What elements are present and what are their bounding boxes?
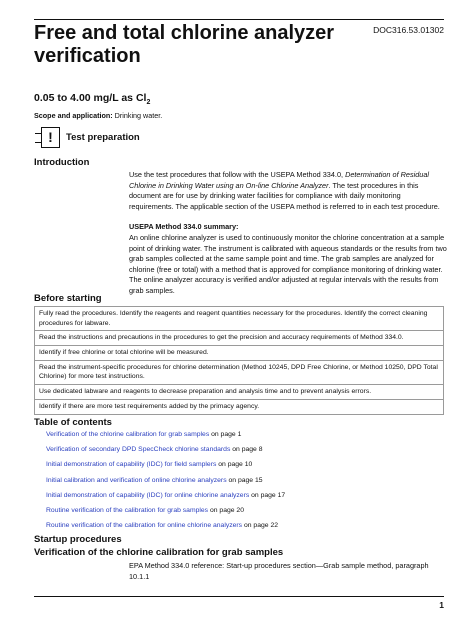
- table-row: [35, 307, 444, 331]
- toc-item: [46, 477, 285, 492]
- toc-page: on page 10: [216, 461, 253, 469]
- toc-item: [46, 431, 285, 446]
- table-row: [35, 345, 444, 360]
- table-of-contents: [46, 431, 285, 537]
- scope-line: [34, 111, 162, 120]
- toc-item: [46, 446, 285, 461]
- toc-page: on page 17: [249, 491, 286, 499]
- toc-link[interactable]: Routine verification of the calibration for online chlorine analyzers: [46, 522, 243, 530]
- introduction-heading: Introduction: [34, 157, 90, 168]
- intro-text-a: Use the test procedures that follow with the USEPA Method 334.0,: [129, 170, 346, 179]
- toc-item: [46, 492, 285, 507]
- scope-text: Drinking water.: [112, 111, 163, 120]
- toc-link[interactable]: Initial demonstration of capability (IDC) for field samplers: [46, 461, 217, 469]
- page-title: Free and total chlorine analyzer verification: [34, 22, 335, 67]
- range-text: 0.05 to 4.00 mg/L as Cl: [34, 92, 147, 104]
- startup-procedures-heading: Startup procedures: [34, 534, 122, 545]
- bottom-rule: [34, 596, 444, 597]
- toc-link[interactable]: Verification of the chlorine calibration for grab samples: [46, 431, 210, 438]
- toc-page: on page 20: [208, 506, 244, 514]
- toc-link[interactable]: Initial demonstration of capability (IDC) for online chlorine analyzers: [46, 491, 250, 499]
- toc-page: on page 22: [242, 522, 278, 530]
- toc-link[interactable]: Verification of secondary DPD SpecCheck chlorine standards: [46, 446, 231, 454]
- method-reference: EPA Method 334.0 reference: Start-up procedures section—Grab sample method, paragraph 10.1.1: [129, 561, 429, 581]
- scope-label: Scope and application:: [34, 111, 113, 120]
- table-row: [35, 384, 444, 399]
- introduction-paragraph: [129, 170, 447, 212]
- toc-item: [46, 461, 285, 476]
- table-cell: Identify if there are more test requirements added by the primacy agency.: [35, 399, 444, 414]
- toc-page: on page 1: [209, 431, 242, 438]
- before-starting-table: [34, 306, 444, 415]
- table-row: [35, 399, 444, 414]
- table-of-contents-heading: Table of contents: [34, 417, 112, 428]
- toc-item: [46, 507, 285, 522]
- table-cell: Identify if free chlorine or total chlorine will be measured.: [35, 345, 444, 360]
- table-cell: Fully read the procedures. Identify the reagents and reagent quantities necessary for the procedures. Identify the correct cleaning procedures for labware.: [35, 307, 444, 331]
- table-cell: Read the instructions and precautions in the procedures to get the precision and accuracy requirements of Method 334.0.: [35, 331, 444, 346]
- toc-page: on page 8: [230, 446, 263, 454]
- intro-text-b: . The test procedures in this document are for use by drinking water facilities for compliance with daily monitoring requirements. The applicable section of the USEPA method is referred to in each test procedure.: [129, 180, 440, 211]
- test-preparation-heading: Test preparation: [66, 132, 140, 143]
- table-row: [35, 331, 444, 346]
- before-starting-heading: Before starting: [34, 293, 102, 304]
- top-rule: [34, 19, 444, 20]
- document-id: DOC316.53.01302: [373, 25, 444, 35]
- method-summary-heading: USEPA Method 334.0 summary:: [129, 222, 239, 231]
- exclamation-icon: !: [41, 127, 60, 148]
- toc-page: on page 15: [226, 476, 263, 484]
- verification-heading: Verification of the chlorine calibration for grab samples: [34, 547, 284, 558]
- intro-method-title: Determination of Residual Chlorine in Drinking Water using an On-line Chlorine Analyzer: [129, 170, 430, 190]
- method-summary-paragraph: An online chlorine analyzer is used to continuously monitor the chlorine concentration at a sample point of drinking water. The instrument is calibrated with aqueous standards or the results from two grab samples collected at the same sample point and time. The grab samples are analyzed for chlorine (free or total) with a method that is approved for compliance monitoring of drinking water. The online analyzer accuracy is verified and/or adjusted at regular intervals with the results from grab samples.: [129, 233, 447, 295]
- toc-link[interactable]: Routine verification of the calibration for grab samples: [46, 506, 209, 514]
- table-cell: Read the instrument-specific procedures for chlorine determination (Method 10245, DPD Free Chlorine, or Method 10250, DPD Total Chlorine) for more test instructions.: [35, 360, 444, 384]
- range-subscript: 2: [146, 99, 151, 107]
- toc-link[interactable]: Initial calibration and verification of online chlorine analyzers: [46, 476, 227, 484]
- table-cell: Use dedicated labware and reagents to decrease preparation and analysis time and to prevent analysis errors.: [35, 384, 444, 399]
- page-number: 1: [439, 600, 444, 610]
- concentration-range: [34, 92, 150, 106]
- table-row: [35, 360, 444, 384]
